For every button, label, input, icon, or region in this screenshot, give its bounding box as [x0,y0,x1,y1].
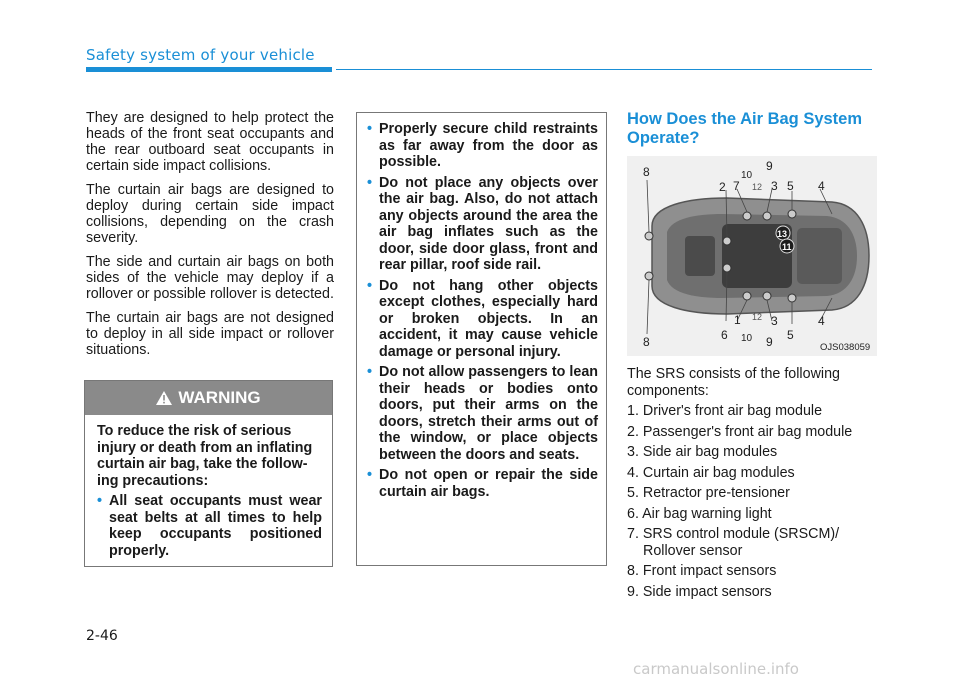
warning-label: WARNING [178,388,261,407]
component-item: 5. Retractor pre-tensioner [627,485,790,501]
warning-triangle-icon [156,391,172,405]
diagram-label: 10 [741,170,753,181]
diagram-label: 10 [741,333,753,344]
header-rule-thin [336,69,872,70]
diagram-label: 12 [752,312,763,322]
diagram-label: 8 [643,335,650,349]
warning-bullet: • All seat occupants must wear seat belts at all times to help keep occupants positioned properly. [97,493,322,559]
diagram-label-badge: 13 [777,229,788,239]
diagram-label: 1 [734,313,741,327]
precautions-list [367,121,598,500]
diagram-label-badge: 11 [782,242,792,252]
diagram-label: 12 [752,182,763,192]
paragraph: The side and curtain air bags on both sides of the vehicle may deploy if a rollover or possible rollover is detected. [86,254,334,302]
warning-body [85,415,332,559]
diagram-label: 4 [818,314,825,328]
paragraph: The curtain air bags are not designed to deploy in all side impact or rollover situations. [86,310,334,358]
diagram-label: 9 [766,159,773,173]
page-number: 2-46 [86,628,118,644]
component-item: 1. Driver's front air bag module [627,403,823,419]
component-item: 3. Side air bag modules [627,444,778,460]
diagram-label: 7 [733,179,740,193]
components-list [627,403,877,600]
diagram-label: 9 [766,335,773,349]
diagram-label: 5 [787,179,794,193]
component-item: 6. Air bag warning light [627,505,772,522]
warning-bullet-list [97,493,322,559]
diagram-code: OJS038059 [820,342,871,353]
column-left [86,110,334,366]
paragraph: The curtain air bags are designed to deploy during certain side impact collisions, depending on the crash severity. [86,182,334,246]
precaution-item: • Do not hang other objects except clothes, especially hard or broken objects. In an accident, it may cause vehicle damage or personal injury. [367,278,598,361]
car-topview-illustration [627,156,877,356]
diagram-label: 3 [771,179,778,193]
diagram-label: 8 [643,165,650,179]
component-item: 7. SRS control module (SRSCM)/ Rollover sensor [627,526,840,559]
warning-box [84,380,333,567]
diagram-label: 3 [771,314,778,328]
diagram-label: 6 [721,328,728,342]
watermark-text[interactable]: carmanualsonline.info [633,660,799,678]
precautions-box [356,112,607,566]
diagram-label: 5 [787,328,794,342]
component-item: 9. Side impact sensors [627,583,772,600]
precaution-item: • Do not open or repair the side curtain air bags. [367,467,598,500]
column-right [627,110,877,148]
component-item: 4. Curtain air bag modules [627,464,795,481]
precaution-item: • Do not allow passengers to lean their heads or bodies onto doors, put their arms on the doors, stretch their arms out of the window, or place objects between the doors and seats. [367,364,598,463]
component-item: 8. Front impact sensors [627,563,777,579]
warning-intro: To reduce the risk of serious injury or death from an inflating curtain air bag, take the follow-ing precautions: [97,423,313,489]
diagram-label: 4 [818,179,825,193]
component-item: 2. Passenger's front air bag module [627,423,853,440]
warning-header [85,381,332,415]
diagram-label: 2 [719,180,726,194]
components-section [627,366,877,604]
section-title: How Does the Air Bag System Operate? [627,110,863,147]
precaution-item: • Do not place any objects over the air bag. Also, do not attach any objects around the area the air bag inflates such as the door, side door glass, front and rear pillar, roof side rail. [367,175,598,274]
airbag-system-diagram [627,156,877,356]
components-intro: The SRS consists of the following components: [627,366,840,399]
header-rule-thick [86,67,332,72]
precaution-item: • Properly secure child restraints as far away from the door as possible. [367,121,598,171]
paragraph: They are designed to help protect the heads of the front seat occupants and the rear outboard seat occupants in certain side impact collisions. [86,110,334,174]
section-header-title: Safety system of your vehicle [86,46,315,64]
